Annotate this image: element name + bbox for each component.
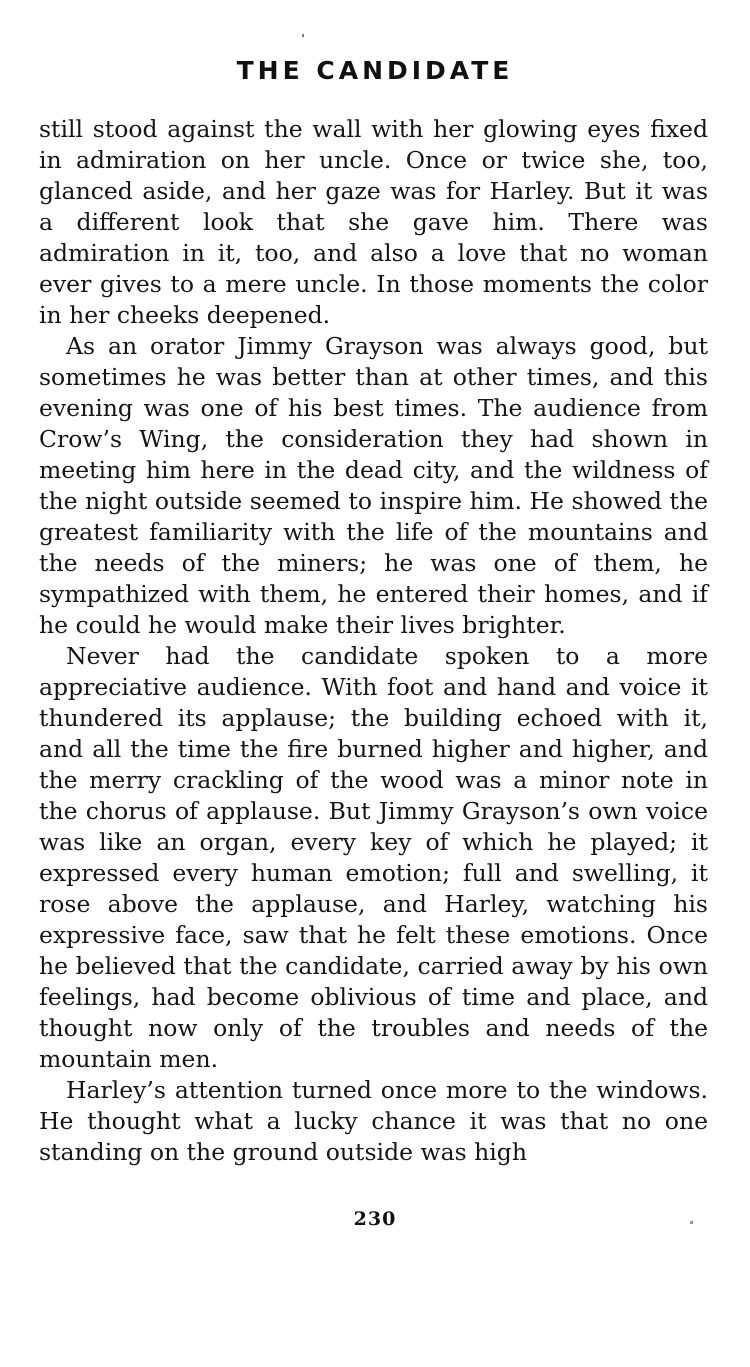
paragraph-2: As an orator Jimmy Grayson was always good, but sometimes he was better than at other times, and this evening was one of his best times. The audience from Crow’s Wing, the consideration they had shown in meeting him here in the dead city, and the wildness of the night outside seemed to inspire him. He showed the greatest familiarity with the life of the mountains and the needs of the miners; he was one of them, he sympathized with them, he entered their homes, and if he could he would make their lives brighter. bbox=[39, 332, 708, 639]
print-speck bbox=[690, 1221, 693, 1224]
paragraph-1: still stood against the wall with her glowing eyes fixed in admiration on her uncle. Once or twice she, too, glanced aside, and her gaze was for Harley. But it was a different look that she gave him. There was admiration in it, too, and also a love that no woman ever gives to a mere uncle. In those moments the color in her cheeks deepened. bbox=[39, 115, 708, 329]
page-number: 230 bbox=[353, 1208, 397, 1230]
running-head: THE CANDIDATE bbox=[236, 56, 514, 85]
paragraph-4: Harley’s attention turned once more to the windows. He thought what a lucky chance it was that no one standing on the ground outside was high bbox=[39, 1076, 708, 1166]
body-text bbox=[39, 114, 708, 1168]
paragraph-3: Never had the candidate spoken to a more appreciative audience. With foot and hand and voice it thundered its applause; the building echoed with it, and all the time the fire burned higher and higher, and the merry crackling of the wood was a minor note in the chorus of applause. But Jimmy Grayson’s own voice was like an organ, every key of which he played; it expressed every human emotion; full and swelling, it rose above the applause, and Harley, watching his expressive face, saw that he felt these emotions. Once he believed that the candidate, carried away by his own feelings, had become oblivious of time and place, and thought now only of the troubles and needs of the mountain men. bbox=[39, 642, 708, 1073]
print-speck bbox=[302, 34, 304, 37]
